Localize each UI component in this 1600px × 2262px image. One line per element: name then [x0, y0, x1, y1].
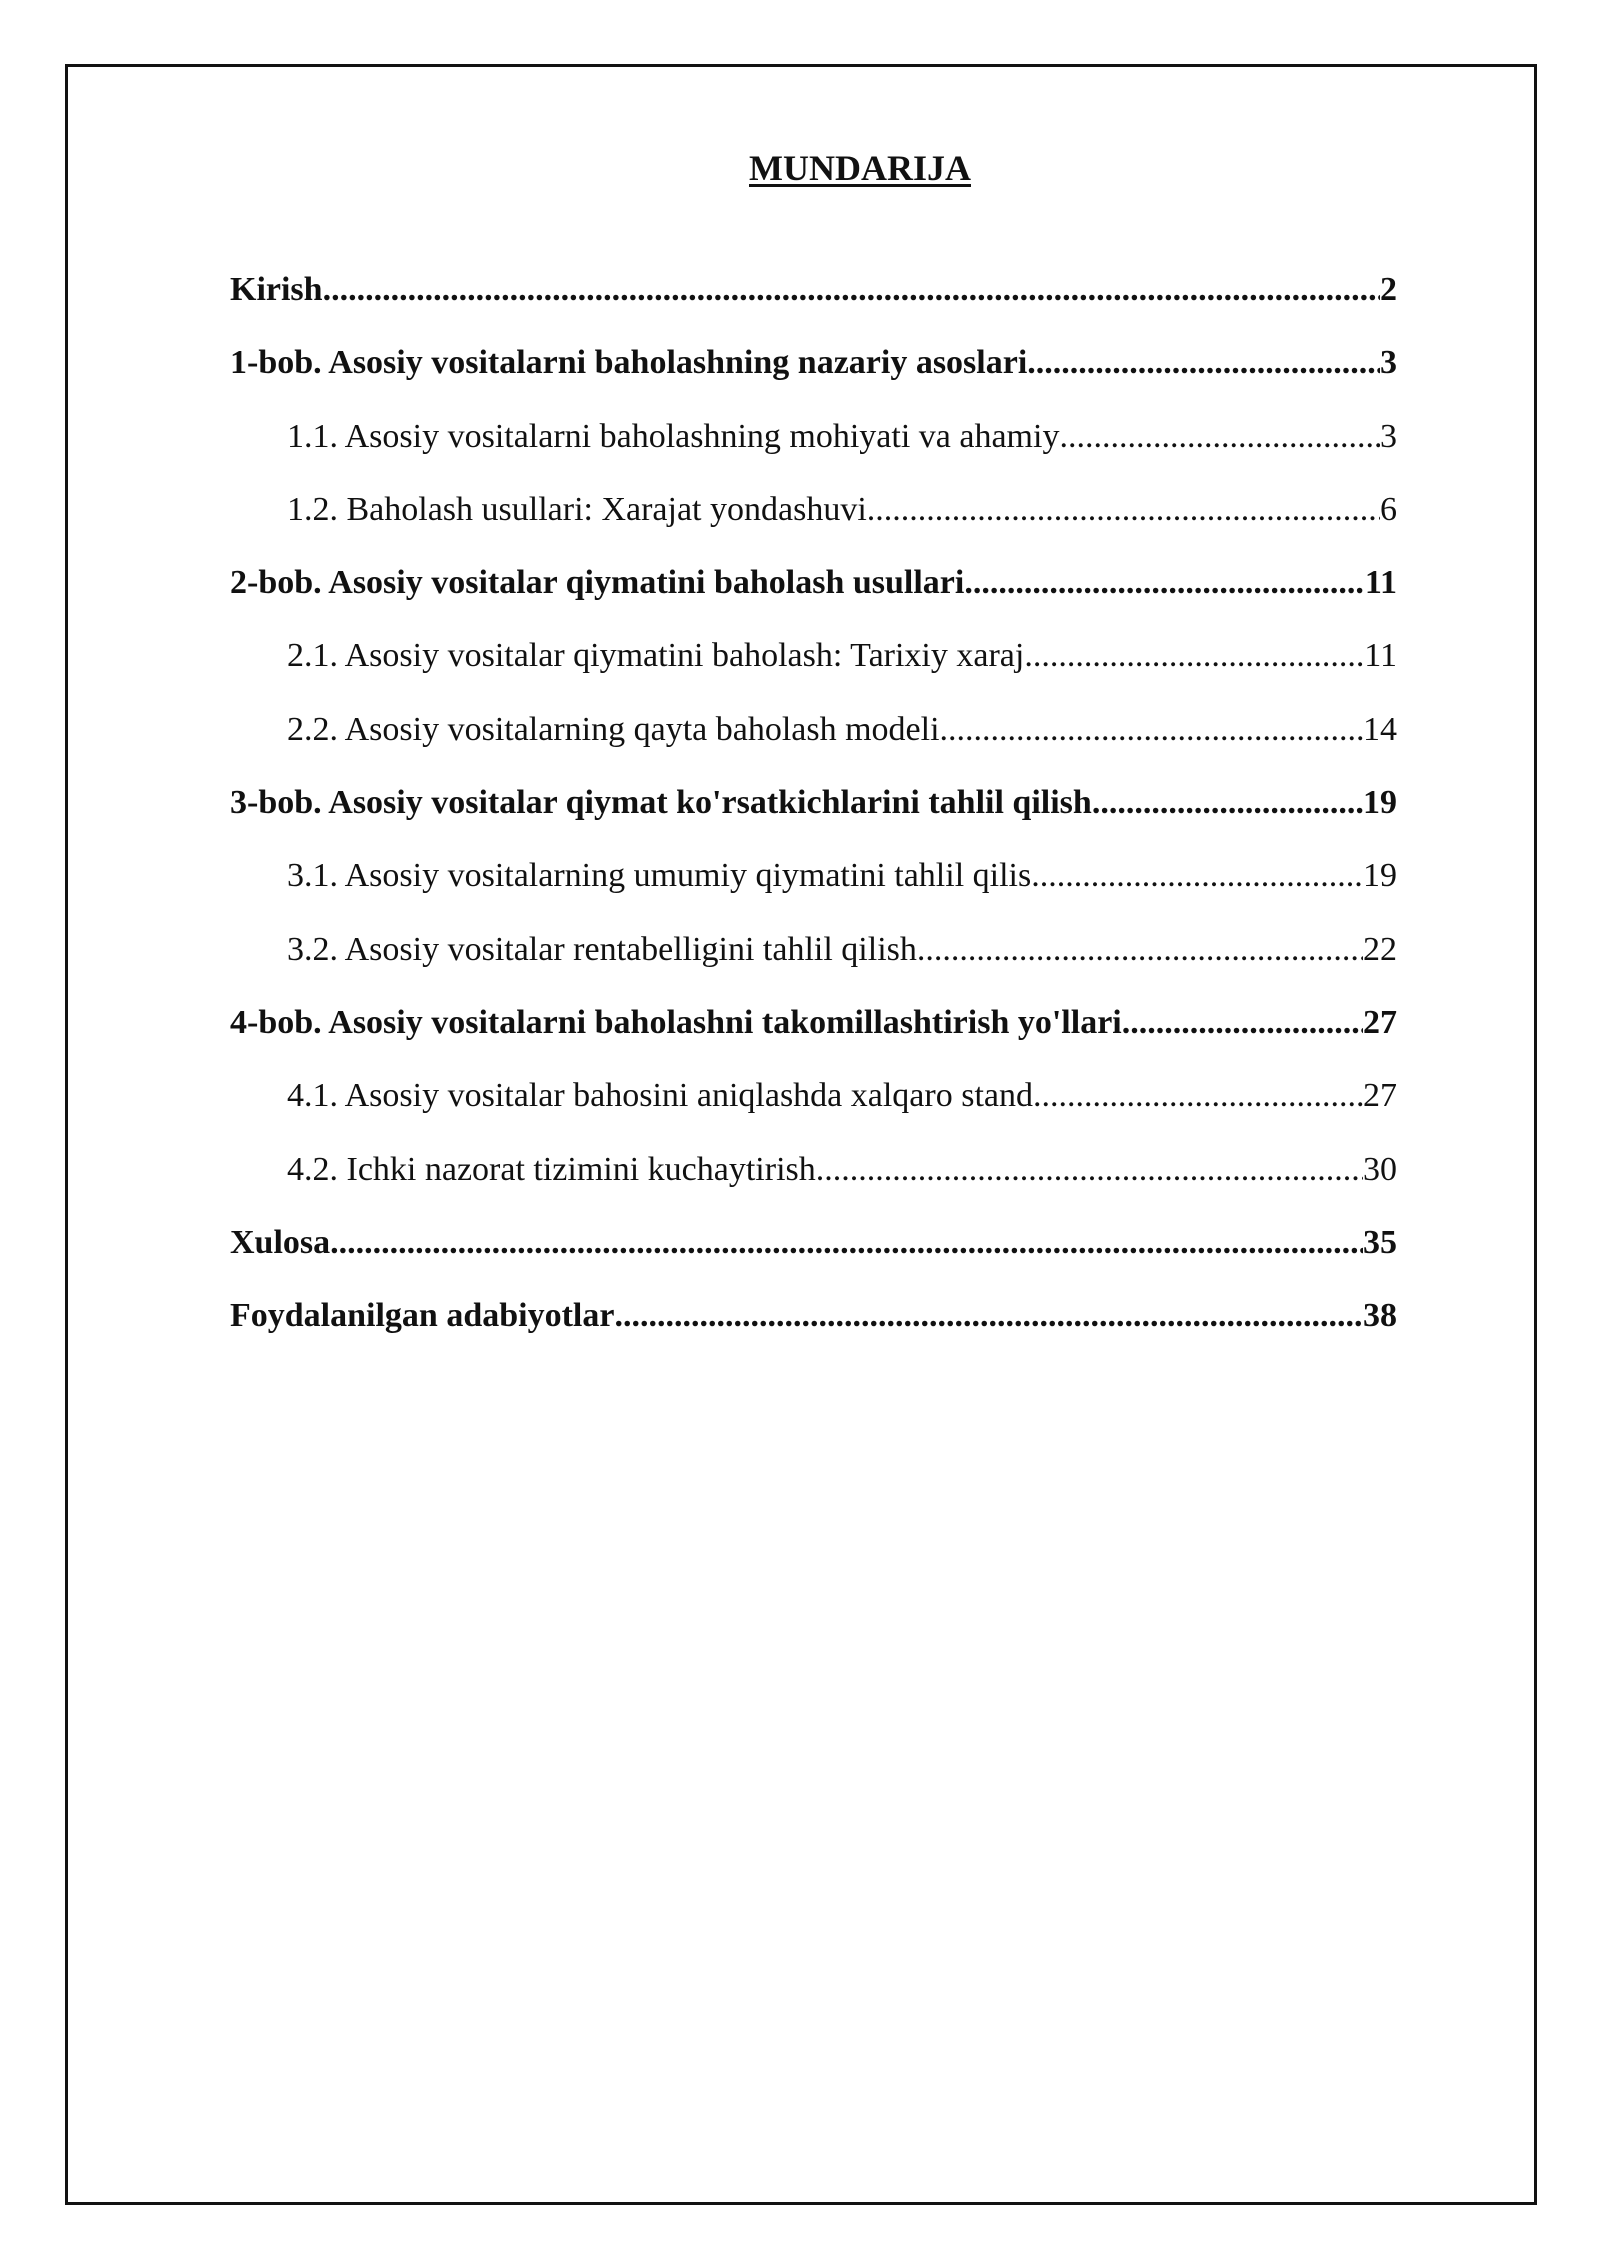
- toc-entry[interactable]: [230, 783, 1397, 856]
- toc-dot-leader: [1031, 856, 1363, 896]
- toc-dot-leader: [1033, 1076, 1363, 1116]
- toc-entry[interactable]: [230, 563, 1397, 636]
- toc-dot-leader: [330, 1223, 1363, 1263]
- toc-dot-leader: [917, 930, 1363, 970]
- toc-entry-title: Kirish: [230, 271, 323, 308]
- toc-entry-title: 3.1. Asosiy vositalarning umumiy qiymatini tahlil qilis: [287, 857, 1032, 895]
- toc-entry-title: 2.2. Asosiy vositalarning qayta baholash modeli: [287, 710, 940, 748]
- toc-dot-leader: [964, 563, 1365, 603]
- toc-dot-leader: [1024, 636, 1364, 676]
- toc-subentry[interactable]: [230, 636, 1397, 709]
- toc-page-number: 35: [1363, 1223, 1397, 1261]
- toc-subentry[interactable]: [230, 490, 1397, 563]
- toc-entry-title: 1.1. Asosiy vositalarni baholashning mohiyati va ahamiy: [287, 417, 1060, 455]
- toc-page-number: 27: [1363, 1003, 1397, 1041]
- toc-entry-title: 4.1. Asosiy vositalar bahosini aniqlashda xalqaro stand: [287, 1077, 1033, 1115]
- page-title: MUNDARIJA: [749, 148, 971, 188]
- toc-page-number: 38: [1363, 1297, 1397, 1335]
- toc-dot-leader: [1027, 343, 1380, 383]
- toc-entry-title: 3.2. Asosiy vositalar rentabelligini tahlil qilish: [287, 930, 917, 968]
- toc-entry[interactable]: [230, 1296, 1397, 1369]
- toc-page-number: 3: [1380, 417, 1397, 455]
- toc-page-number: 22: [1363, 930, 1397, 968]
- toc-subentry[interactable]: [230, 1076, 1397, 1149]
- toc-dot-leader: [867, 490, 1380, 530]
- toc-entry-title: 4-bob. Asosiy vositalarni baholashni takomillashtirish yo'llari: [230, 1003, 1122, 1041]
- toc-entry[interactable]: [230, 1223, 1397, 1296]
- toc-dot-leader: [323, 270, 1380, 310]
- toc-dot-leader: [1059, 417, 1380, 457]
- toc-dot-leader: [940, 710, 1363, 750]
- toc-page-number: 19: [1363, 784, 1397, 822]
- toc-page-number: 30: [1363, 1150, 1397, 1188]
- toc-entry-title: 4.2. Ichki nazorat tizimini kuchaytirish: [287, 1150, 816, 1188]
- toc-entry[interactable]: [230, 270, 1397, 343]
- toc-subentry[interactable]: [230, 417, 1397, 490]
- toc-dot-leader: [614, 1296, 1363, 1336]
- toc-entry-title: 2-bob. Asosiy vositalar qiymatini baholash usullari: [230, 564, 965, 602]
- toc-page-number: 14: [1363, 710, 1397, 748]
- table-of-contents: [230, 270, 1397, 1369]
- toc-subentry[interactable]: [230, 710, 1397, 783]
- toc-page-number: 11: [1364, 637, 1397, 675]
- toc-page-number: 11: [1364, 564, 1397, 602]
- toc-page-number: 27: [1363, 1077, 1397, 1115]
- toc-entry-title: Xulosa: [230, 1223, 331, 1261]
- toc-page-number: 3: [1380, 344, 1397, 382]
- toc-page-number: 2: [1380, 271, 1397, 308]
- toc-entry-title: 1-bob. Asosiy vositalarni baholashning nazariy asoslari: [230, 344, 1028, 382]
- toc-entry[interactable]: [230, 1003, 1397, 1076]
- toc-page-number: 6: [1380, 490, 1397, 528]
- toc-entry-title: 1.2. Baholash usullari: Xarajat yondashuvi: [287, 490, 867, 528]
- toc-dot-leader: [1122, 1003, 1363, 1043]
- toc-dot-leader: [816, 1150, 1363, 1190]
- toc-entry[interactable]: [230, 343, 1397, 416]
- toc-dot-leader: [1092, 783, 1363, 823]
- toc-entry-title: Foydalanilgan adabiyotlar: [230, 1297, 615, 1335]
- toc-entry-title: 2.1. Asosiy vositalar qiymatini baholash: Tarixiy xaraj: [287, 637, 1025, 675]
- toc-entry-title: 3-bob. Asosiy vositalar qiymat ko'rsatkichlarini tahlil qilish: [230, 784, 1092, 822]
- toc-page-number: 19: [1363, 857, 1397, 895]
- toc-subentry[interactable]: [230, 1150, 1397, 1223]
- toc-subentry[interactable]: [230, 856, 1397, 929]
- toc-subentry[interactable]: [230, 930, 1397, 1003]
